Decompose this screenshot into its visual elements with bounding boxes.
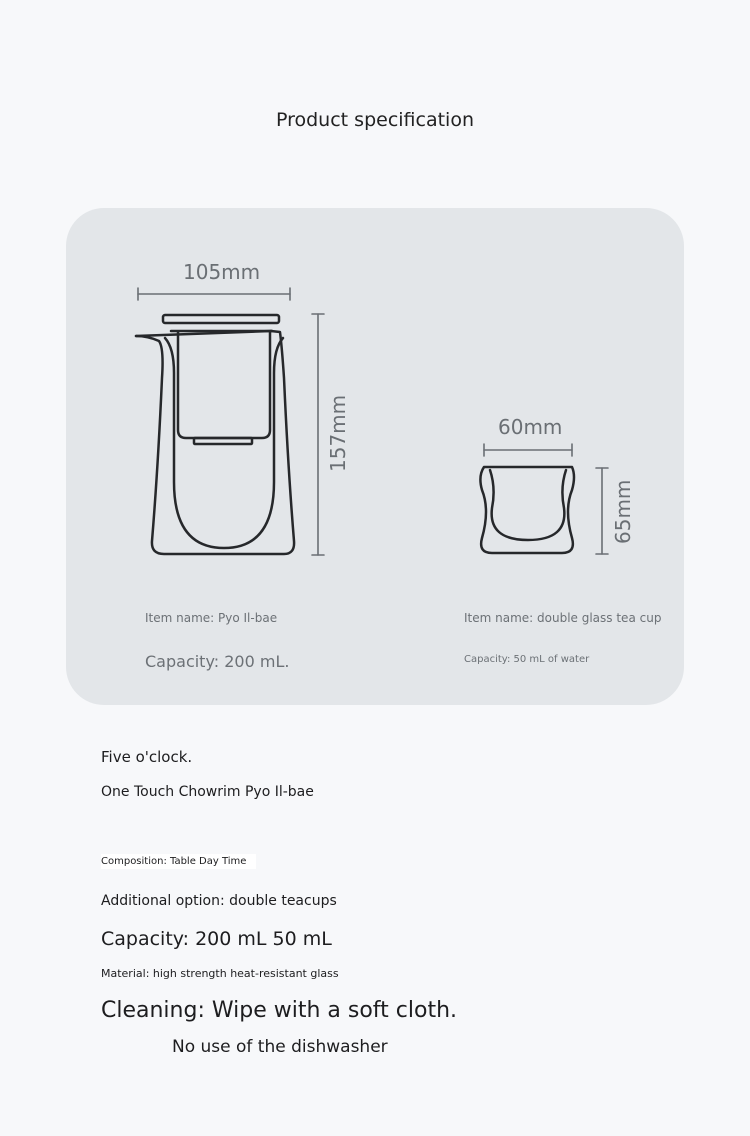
- teapot-height-label: 157mm: [326, 394, 350, 472]
- teapot-item-name: Item name: Pyo Il-bae: [145, 611, 278, 625]
- detail-line-1: Five o'clock.: [101, 748, 193, 766]
- spec-card: [66, 208, 684, 705]
- composition-text: Composition: Table Day Time: [101, 854, 256, 869]
- teapot-capacity: Capacity: 200 mL.: [145, 652, 290, 671]
- cup-height-label: 65mm: [611, 479, 635, 544]
- material-line: Material: high strength heat-resistant glass: [101, 967, 339, 980]
- dishwasher-note: No use of the dishwasher: [172, 1037, 388, 1057]
- cup-drawing: [480, 444, 608, 554]
- cup-capacity: Capacity: 50 mL of water: [464, 654, 590, 665]
- additional-option-line: Additional option: double teacups: [101, 893, 337, 909]
- teapot-width-label: 105mm: [183, 260, 261, 284]
- cleaning-line: Cleaning: Wipe with a soft cloth.: [101, 998, 458, 1023]
- capacity-line: Capacity: 200 mL 50 mL: [101, 928, 332, 950]
- composition-line: [101, 856, 256, 867]
- cup-item-name: Item name: double glass tea cup: [464, 611, 662, 625]
- cup-width-label: 60mm: [498, 415, 563, 439]
- product-drawings: [66, 208, 684, 705]
- teapot-drawing: [136, 288, 324, 555]
- detail-line-2: One Touch Chowrim Pyo Il-bae: [101, 784, 314, 800]
- page-title: Product specification: [275, 109, 474, 131]
